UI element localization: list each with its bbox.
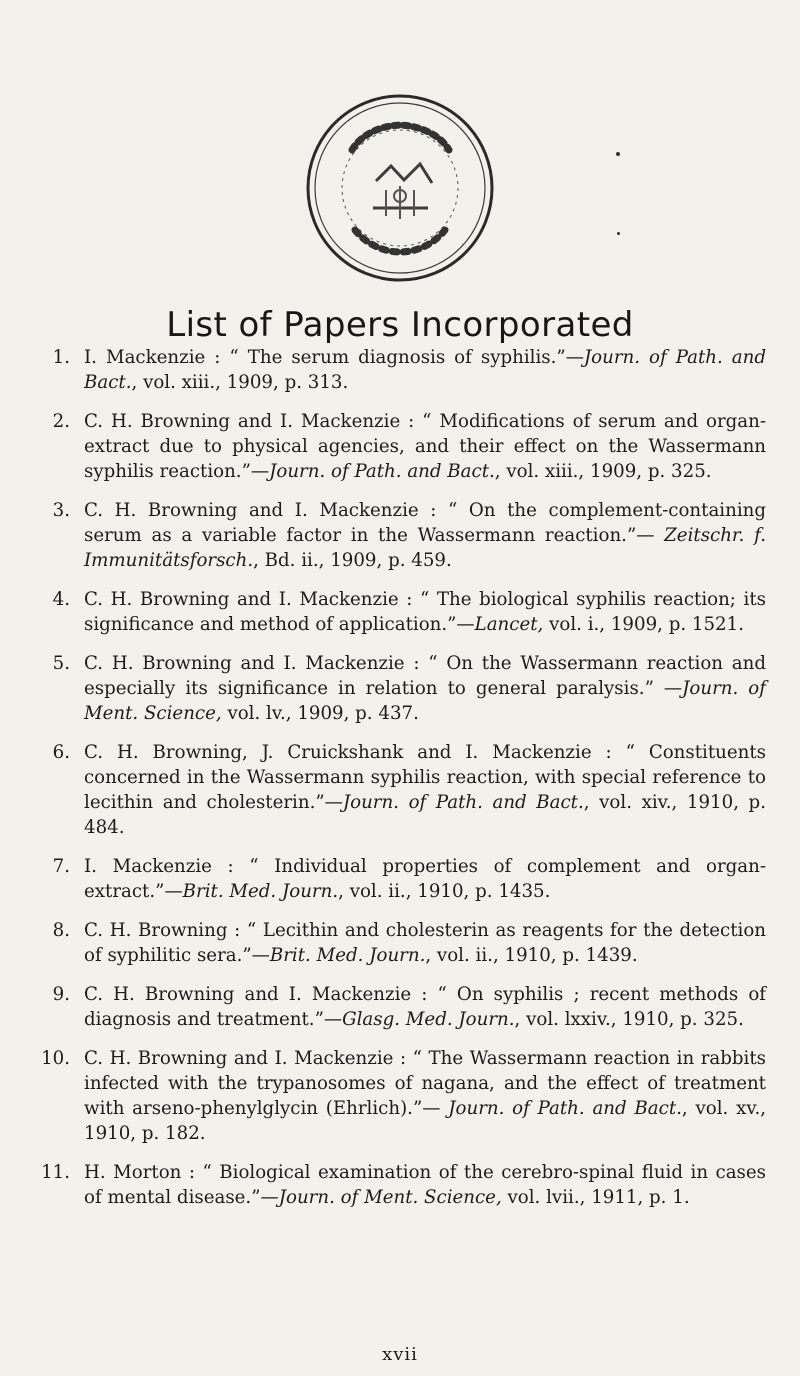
paper-details: , vol. xiv., 1910, p. 484.	[84, 792, 766, 838]
paper-list-item	[36, 409, 766, 484]
paper-citation: I. Mackenzie : “ Individual properties of complement and organ-extract.”—	[84, 856, 766, 902]
paper-details: vol. i., 1909, p. 1521.	[543, 614, 744, 635]
paper-citation: C. H. Browning : “ Lecithin and cholesterin as reagents for the detection of syphilitic sera.”—	[84, 920, 766, 966]
paper-journal: Journ. of Path. and Bact.	[269, 461, 495, 482]
paper-journal: Brit. Med. Journ.	[182, 881, 339, 902]
paper-citation: I. Mackenzie : “ The serum diagnosis of syphilis.”—	[84, 347, 584, 368]
paper-citation: C. H. Browning and I. Mackenzie : “ On syphilis ; recent methods of diagnosis and treatment.”—	[84, 984, 766, 1030]
paper-citation: C. H. Browning and I. Mackenzie : “ The biological syphilis reaction; its significance and method of application.”—	[84, 589, 766, 635]
paper-citation: C. H. Browning and I. Mackenzie : “ On the Wassermann reaction and especially its significance in relation to general paralysis.” —	[84, 653, 766, 699]
paper-citation: C. H. Browning and I. Mackenzie : “ Modifications of serum and organ-extract due to physical agencies, and their effect on the Wassermann syphilis reaction.”—	[84, 411, 766, 482]
paper-list-item	[36, 1160, 766, 1210]
paper-list-item	[36, 918, 766, 968]
paper-journal: Lancet,	[474, 614, 544, 635]
paper-details: , vol. xiii., 1909, p. 325.	[494, 461, 712, 482]
paper-journal: Zeitschr. f. Immunitätsforsch.	[84, 525, 766, 571]
paper-citation: C. H. Browning, J. Cruickshank and I. Mackenzie : “ Constituents concerned in the Wassermann syphilis reaction, with special reference to lecithin and cholesterin.”—	[84, 742, 766, 813]
paper-citation: C. H. Browning and I. Mackenzie : “ The Wassermann reaction in rabbits infected with the trypanosomes of nagana, and the effect of treatment with arseno-phenylglycin (Ehrlich).”—	[84, 1048, 766, 1119]
paper-number: 9.	[52, 984, 70, 1005]
paper-journal: Journ. of Ment. Science,	[278, 1187, 502, 1208]
paper-number: 4.	[52, 589, 70, 610]
paper-number: 5.	[52, 653, 70, 674]
paper-list-item	[36, 854, 766, 904]
paper-details: , vol. ii., 1910, p. 1435.	[338, 881, 551, 902]
paper-journal: Journ. of Path. and Bact.	[84, 347, 766, 393]
paper-speck	[616, 152, 620, 156]
paper-details: , vol. xiii., 1909, p. 313.	[131, 372, 349, 393]
library-seal-icon	[300, 88, 500, 288]
paper-journal: Brit. Med. Journ.	[269, 945, 426, 966]
paper-list-item	[36, 345, 766, 395]
paper-list-item	[36, 982, 766, 1032]
paper-number: 10.	[41, 1048, 70, 1069]
paper-list-item	[36, 498, 766, 573]
paper-details: , vol. lxxiv., 1910, p. 325.	[514, 1009, 744, 1030]
paper-number: 3.	[52, 500, 70, 521]
page-folio: xvii	[382, 1344, 418, 1365]
paper-citation: C. H. Browning and I. Mackenzie : “ On the complement-containing serum as a variable factor in the Wassermann reaction.”—	[84, 500, 766, 546]
paper-journal: Journ. of Path. and Bact.	[448, 1098, 682, 1119]
paper-list-item	[36, 587, 766, 637]
paper-details: vol. lvii., 1911, p. 1.	[501, 1187, 690, 1208]
paper-details: , Bd. ii., 1909, p. 459.	[253, 550, 452, 571]
paper-number: 1.	[52, 347, 70, 368]
paper-journal: Glasg. Med. Journ.	[342, 1009, 515, 1030]
paper-number: 7.	[52, 856, 70, 877]
paper-details: , vol. ii., 1910, p. 1439.	[425, 945, 638, 966]
page-title: List of Papers Incorporated	[166, 304, 634, 345]
paper-number: 8.	[52, 920, 70, 941]
paper-list-item	[36, 1046, 766, 1146]
paper-number: 2.	[52, 411, 70, 432]
paper-speck	[617, 232, 620, 235]
paper-details: vol. lv., 1909, p. 437.	[221, 703, 419, 724]
paper-list-item	[36, 740, 766, 840]
paper-journal: Journ. of Ment. Science,	[84, 678, 766, 724]
paper-details: , vol. xv., 1910, p. 182.	[84, 1098, 767, 1144]
paper-journal: Journ. of Path. and Bact.	[342, 792, 584, 813]
paper-number: 6.	[52, 742, 70, 763]
paper-list-item	[36, 651, 766, 726]
paper-number: 11.	[41, 1162, 70, 1183]
paper-citation: H. Morton : “ Biological examination of the cerebro-spinal fluid in cases of mental disease.”—	[84, 1162, 766, 1208]
papers-list	[36, 345, 766, 1224]
